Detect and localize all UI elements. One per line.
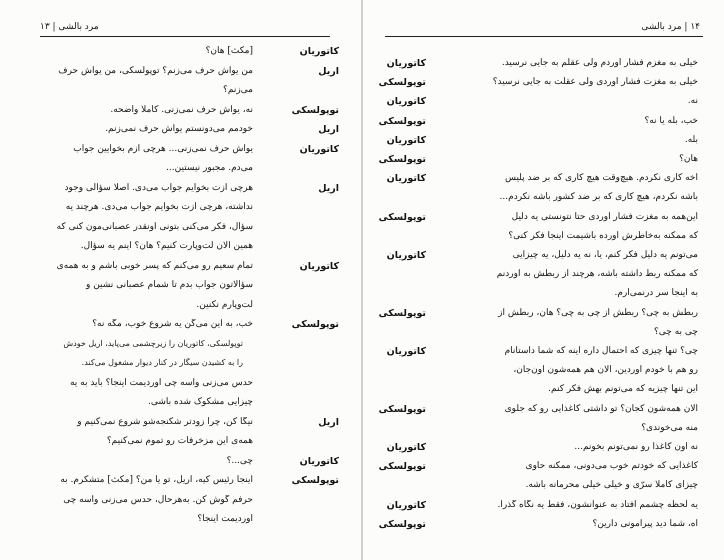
speaker-name: توپولسکی <box>378 518 426 530</box>
dialogue-text: سؤال، فکر می‌کنی بتونی اونقدر عصبانی‌مون کنی که <box>56 221 253 232</box>
speaker-name: کاتوریان <box>386 250 426 261</box>
dialogue-text: خیلی به مغزم فشار آوردم ولی عقلم به جایی نرسید. <box>501 58 698 68</box>
dialogue-text: چی؟ تنها چیزی که احتمال داره اینه که شما داستانام <box>504 346 698 356</box>
dialogue-line <box>0 105 361 123</box>
speaker-name: توپولسکی <box>378 403 426 415</box>
speaker-name: توپولسکی <box>378 307 426 319</box>
dialogue-text: لت‌وپارم نکنین. <box>196 299 253 310</box>
right-page <box>363 0 724 560</box>
dialogue-line <box>0 514 361 532</box>
dialogue-line <box>0 124 361 142</box>
dialogue-line <box>363 231 724 249</box>
page-header: ۱۴ | مرد بالشی <box>641 22 700 32</box>
speaker-name: کاتوریان <box>386 442 426 453</box>
dialogue-text: باشه نکردم، هیچ کاری که بر ضد کشور باشه نکردم... <box>499 192 698 203</box>
dialogue-line <box>0 378 361 396</box>
dialogue-text: رو هم با خودم آوردین، الان هم همه‌شون اون‌جان، <box>513 365 698 376</box>
dialogue-line <box>363 365 724 383</box>
dialogue-line <box>0 163 361 181</box>
dialogue-line <box>0 222 361 240</box>
speaker-name: کاتوریان <box>386 134 426 146</box>
dialogue-text: چی...؟ <box>226 455 253 466</box>
dialogue-line <box>363 346 724 364</box>
speaker-name: کاتوریان <box>299 260 339 272</box>
dialogue-text: می‌تونم یه دلیل فکر کنم، یا، نه یه دلیل، یه چیزایی <box>512 250 698 260</box>
dialogue-text: آوردیمت اینجا؟ <box>197 514 253 524</box>
dialogue-text: چی به چی؟ <box>654 326 698 337</box>
dialogue-line <box>0 319 361 337</box>
speaker-name: کاتوریان <box>386 346 426 357</box>
dialogue-text: که ممکنه ربط داشته باشه، هرچند از ربطش به آوردنم <box>496 269 698 280</box>
dialogue-line <box>363 154 724 172</box>
speaker-name: اریل <box>318 182 339 194</box>
dialogue-line <box>363 96 724 114</box>
speaker-name: اریل <box>318 416 339 428</box>
header-rule <box>385 36 703 37</box>
dialogue-text: تمام سعیم رو می‌کنم که پسر خوبی باشم و به همه‌ی <box>56 260 253 271</box>
speaker-name: توپولسکی <box>378 211 426 223</box>
dialogue-text: یه لحظه چشمم افتاد به عنوانشون، فقط یه نگاه گذرا. <box>497 499 698 510</box>
dialogue-text: نه. <box>687 96 698 107</box>
dialogue-text: نه، یواش حرف نمی‌زنی. کاملاً واضحه. <box>110 104 253 115</box>
dialogue-line <box>363 500 724 518</box>
dialogue-line <box>363 480 724 498</box>
dialogue-line <box>363 58 724 76</box>
speaker-name: کاتوریان <box>299 455 339 467</box>
speaker-name: توپولسکی <box>378 154 426 165</box>
speaker-name: کاتوریان <box>386 499 426 511</box>
dialogue-text: حدس می‌زنی واسه چی آوردیمت اینجا؟ باید به یه <box>69 377 253 388</box>
dialogue-text: می‌زنم؟ <box>223 85 253 95</box>
dialogue-line <box>363 442 724 460</box>
dialogue-text: چیزایی مشکوک شده باشی. <box>148 397 253 407</box>
speaker-name: کاتوریان <box>299 143 339 155</box>
dialogue-text: منه می‌خوندی؟ <box>641 422 698 433</box>
dialogue-text: نه اون کاغذا رو نمی‌تونم بخونم... <box>574 442 698 452</box>
header-rule <box>40 36 330 37</box>
dialogue-text: هان؟ <box>679 154 698 164</box>
dialogue-text: ربطش به چی؟ ربطش از چی به چی؟ هان، ربطش از <box>498 307 698 318</box>
dialogue-line <box>0 144 361 162</box>
dialogue-line <box>0 417 361 435</box>
dialogue-text: حرفم گوش کن. به‌هرحال، حدس می‌زنی واسه چی <box>63 494 253 505</box>
speaker-name: اریل <box>318 124 339 135</box>
dialogue-line <box>0 261 361 279</box>
dialogue-line <box>363 423 724 441</box>
dialogue-line <box>363 288 724 306</box>
speaker-name: توپولسکی <box>378 115 426 127</box>
dialogue-text: به اینجا سر درنمی‌آرم. <box>614 288 698 299</box>
dialogue-text: خودمم می‌دونستم یواش حرف نمی‌زنم. <box>105 124 253 134</box>
stage-text: توپولسکی، کاتوریان را زیرچشمی می‌پاید، اریل خودش <box>63 338 243 348</box>
dialogue-line <box>0 495 361 513</box>
dialogue-line <box>363 327 724 345</box>
speaker-name: توپولسکی <box>291 475 339 486</box>
speaker-name: کاتوریان <box>299 46 339 57</box>
dialogue-text: همین الان لت‌وپارت کنیم؟ هان؟ اینم یه سؤال. <box>80 241 253 251</box>
stage-direction <box>0 358 361 376</box>
dialogue-line <box>363 77 724 95</box>
dialogue-line <box>363 135 724 153</box>
dialogue-line <box>363 269 724 287</box>
dialogue-line <box>363 404 724 422</box>
speaker-name: توپولسکی <box>291 104 339 116</box>
speaker-name: توپولسکی <box>378 77 426 89</box>
dialogue-line <box>0 183 361 201</box>
dialogue-text: الان همه‌شون کجان؟ تو داشتی کاغذایی رو که جلوی <box>504 403 698 414</box>
stage-direction <box>0 339 361 357</box>
dialogue-line <box>0 300 361 318</box>
dialogue-text: اینجا رئیس کیه، اریل، تو یا من؟ [مکث] متشکرم. به <box>60 475 253 485</box>
dialogue-text: [مکث] هان؟ <box>205 46 253 56</box>
dialogue-text: آخه کاری نکردم. هیچ‌وقت هیچ کاری که بر ضد پلیس <box>504 173 698 184</box>
dialogue-text: همه‌ی این مزخرفات رو تموم نمی‌کنیم؟ <box>106 436 253 446</box>
page-header: مرد بالشی | ۱۳ <box>40 22 99 32</box>
left-page <box>0 0 361 560</box>
dialogue-line <box>0 280 361 298</box>
dialogue-line <box>0 202 361 220</box>
speaker-name: توپولسکی <box>378 461 426 473</box>
dialogue-text: هرچی ازت بخوایم جواب می‌دی. اصلاً سؤالی وجود <box>64 182 253 193</box>
dialogue-text: نداشته، هرچی ازت بخوایم جواب می‌دی. هرچند یه <box>65 202 253 212</box>
speaker-name: اریل <box>318 65 339 77</box>
dialogue-line <box>0 397 361 415</box>
dialogue-line <box>363 212 724 230</box>
dialogue-text: که ممکنه به‌خاطرش آورده باشیمت اینجا فکر کنی؟ <box>508 230 698 241</box>
dialogue-text: این تنها چیزیه که می‌تونم بهش فکر کنم. <box>548 384 698 395</box>
dialogue-line <box>0 85 361 103</box>
dialogue-text: اه، شما دید پیرامونی دارین؟ <box>592 518 698 529</box>
dialogue-line <box>363 519 724 537</box>
dialogue-text: من یواش حرف می‌زنم؟ توپولسکی، من یواش حرف <box>58 65 253 76</box>
dialogue-line <box>0 436 361 454</box>
dialogue-text: بله. <box>684 134 698 145</box>
dialogue-text: خب، بله یا نه؟ <box>644 115 698 126</box>
dialogue-text: یواش حرف نمی‌زنی... هرچی ازم بخوایین جواب <box>73 143 253 154</box>
dialogue-text: خب، به این می‌گن یه شروع خوب، مگه نه؟ <box>92 319 253 329</box>
dialogue-line <box>0 241 361 259</box>
speaker-name: کاتوریان <box>386 173 426 185</box>
dialogue-text: خیلی به مغزت فشار آوردی ولی عقلت به جایی نرسید؟ <box>492 77 698 88</box>
dialogue-line <box>363 250 724 268</box>
dialogue-text: کاغذایی که خودتم خوب می‌دونی، ممکنه حاوی <box>525 461 698 472</box>
dialogue-text: نیگا کن، چرا زودتر شکنجه‌شو شروع نمی‌کنیم و <box>77 416 253 427</box>
dialogue-line <box>363 173 724 191</box>
dialogue-line <box>0 475 361 493</box>
speaker-name: کاتوریان <box>386 58 426 69</box>
speaker-name: کاتوریان <box>386 96 426 108</box>
dialogue-line <box>363 192 724 210</box>
dialogue-line <box>363 308 724 326</box>
dialogue-line <box>0 66 361 84</box>
dialogue-line <box>363 384 724 402</box>
dialogue-line <box>0 456 361 474</box>
dialogue-line <box>363 461 724 479</box>
dialogue-line <box>363 116 724 134</box>
dialogue-text: سؤالاتون جواب بدم تا شمام عصبانی نشین و <box>86 280 253 290</box>
stage-text: را به کشیدن سیگار در کنار دیوار مشغول می‌کند. <box>81 358 243 367</box>
dialogue-text: چیزای کاملاً سرّی و خیلی خیلی محرمانه باشه. <box>525 480 698 491</box>
dialogue-text: این‌همه به مغزت فشار آوردی حتا نتونستی یه دلیل <box>511 211 698 222</box>
dialogue-text: می‌دم. مجبور نیستین... <box>166 163 253 173</box>
dialogue-line <box>0 46 361 64</box>
speaker-name: توپولسکی <box>291 319 339 330</box>
